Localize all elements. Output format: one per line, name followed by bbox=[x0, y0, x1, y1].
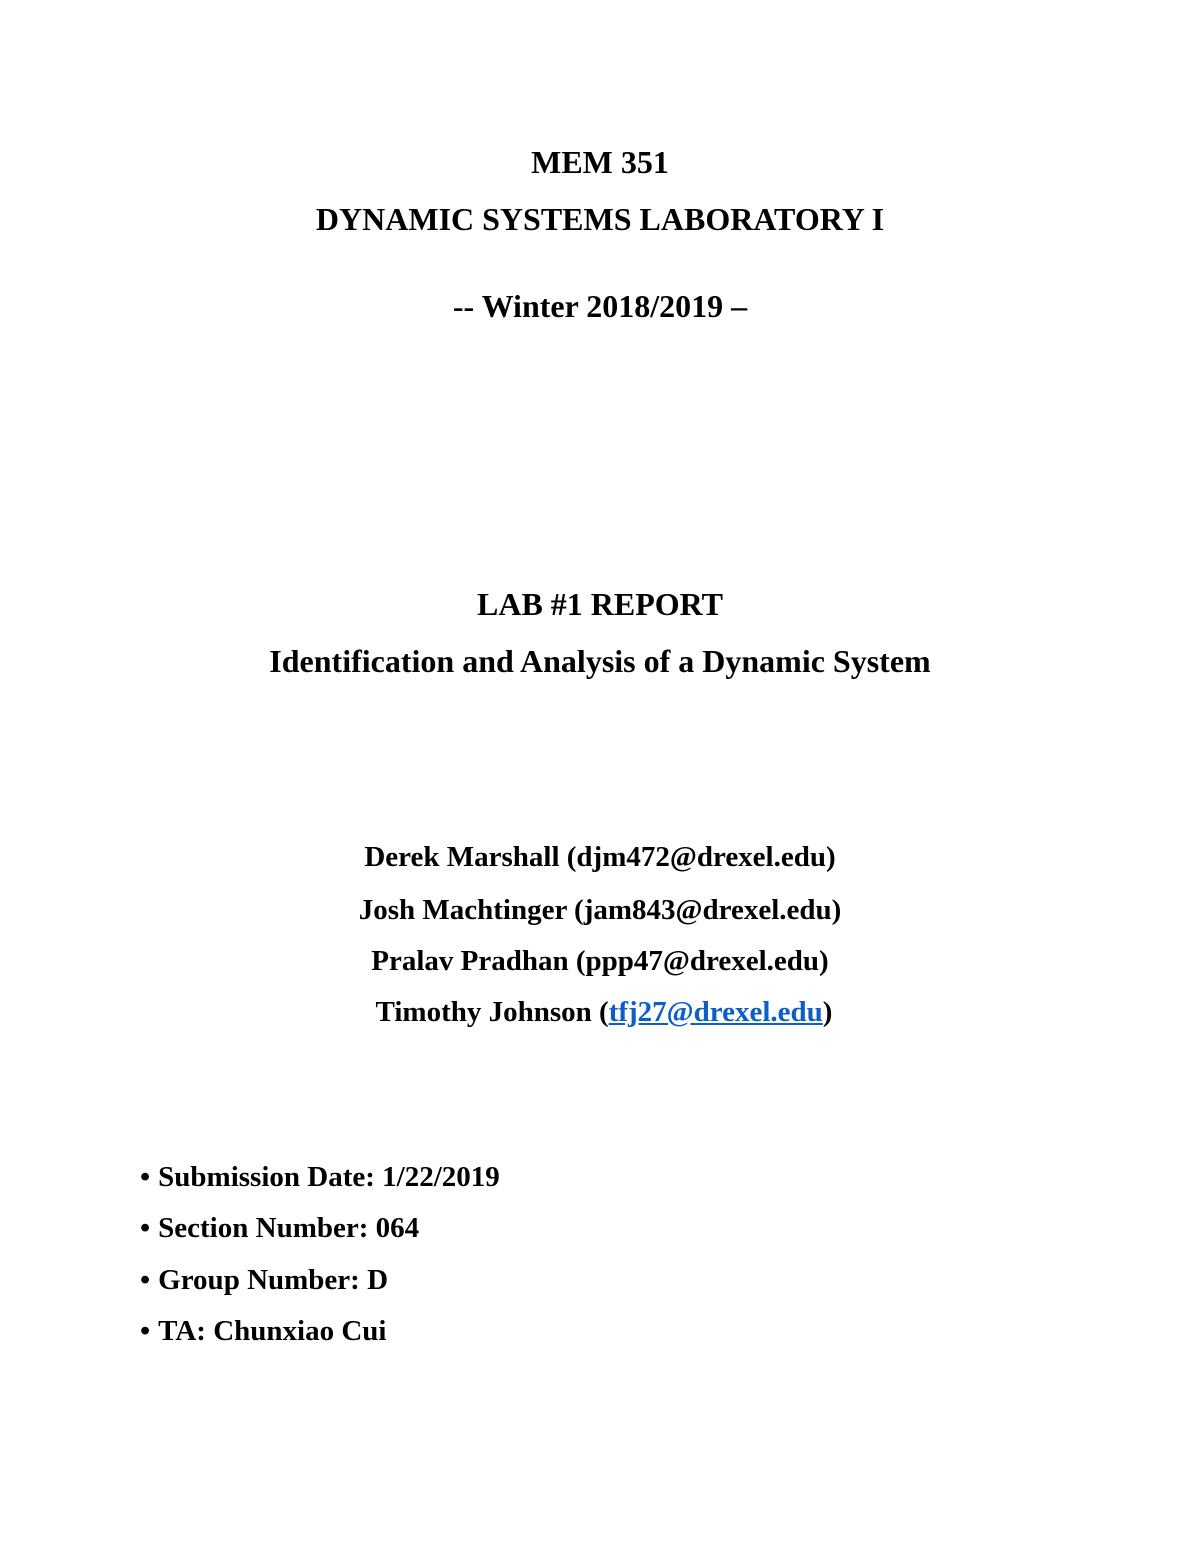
author-4 bbox=[0, 992, 1200, 1032]
detail-section-number bbox=[140, 1208, 419, 1248]
author-2: Josh Machtinger (jam843@drexel.edu) bbox=[358, 894, 842, 926]
course-title: DYNAMIC SYSTEMS LABORATORY I bbox=[315, 201, 885, 237]
bullet-icon: • bbox=[140, 1315, 151, 1347]
detail-group-number bbox=[140, 1260, 388, 1300]
author-1: Derek Marshall (djm472@drexel.edu) bbox=[364, 841, 836, 873]
author-4-email-link[interactable]: tfj27@drexel.edu bbox=[608, 996, 823, 1028]
term: -- Winter 2018/2019 – bbox=[452, 288, 748, 324]
bullet-icon: • bbox=[140, 1212, 151, 1244]
detail-text: Section Number: 064 bbox=[158, 1212, 420, 1244]
detail-submission-date bbox=[140, 1157, 500, 1197]
course-code: MEM 351 bbox=[531, 144, 669, 180]
detail-text: TA: Chunxiao Cui bbox=[158, 1315, 387, 1347]
detail-text: Group Number: D bbox=[158, 1264, 389, 1296]
detail-text: Submission Date: 1/22/2019 bbox=[158, 1161, 500, 1193]
detail-ta bbox=[140, 1311, 386, 1351]
report-subtitle: Identification and Analysis of a Dynamic System bbox=[269, 643, 931, 679]
report-title: LAB #1 REPORT bbox=[476, 586, 723, 622]
author-3: Pralav Pradhan (ppp47@drexel.edu) bbox=[371, 945, 829, 977]
author-4-name: Timothy Johnson ( bbox=[375, 996, 609, 1028]
bullet-icon: • bbox=[140, 1264, 151, 1296]
bullet-icon: • bbox=[140, 1161, 151, 1193]
author-4-suffix: ) bbox=[822, 996, 833, 1028]
